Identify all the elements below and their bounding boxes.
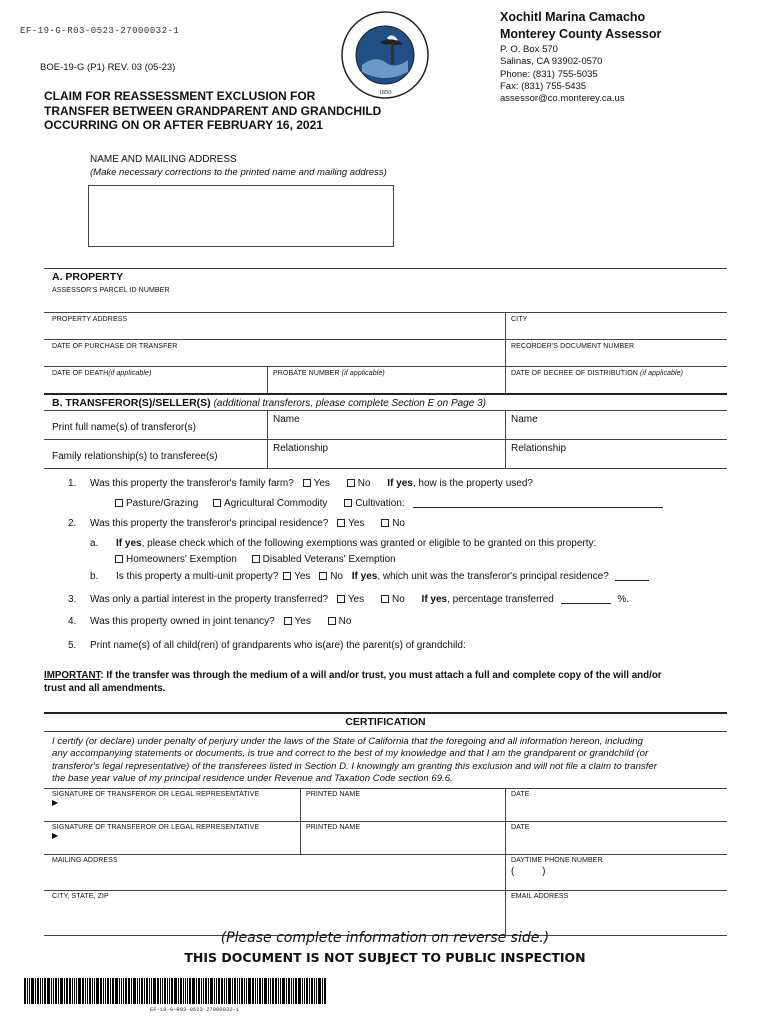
title-line: TRANSFER BETWEEN GRANDPARENT AND GRANDCHILD bbox=[44, 103, 382, 118]
property-address-field[interactable] bbox=[44, 313, 505, 339]
section-b-title: B. TRANSFEROR(S)/SELLER(S) (additional transferors, please complete Section E on Page 3) bbox=[52, 397, 486, 409]
city-label: CITY bbox=[511, 316, 528, 323]
q2-no-checkbox[interactable]: No bbox=[381, 518, 405, 529]
reverse-side-note: (Please complete information on reverse side.) bbox=[220, 930, 550, 946]
form-number: BOE-19-G (P1) REV. 03 (05-23) bbox=[40, 62, 176, 73]
children-names-field[interactable] bbox=[90, 652, 720, 664]
transferor-name-label-2: Name bbox=[511, 414, 538, 425]
relationship-field-1[interactable] bbox=[268, 440, 505, 468]
certification-text: I certify (or declare) under penalty of perjury under the laws of the State of California that the foregoing and all information hereon, including any accompanying statements or documents, is true and correct to the best of my knowledge and that I am the grandparent or grandchild (or transferor's legal representative) of the transferees listed in Section D. I knowingly am granting this exclusion and will not file a claim to transfer the base year value of my principal residence under Revenue and Taxation Code section 69.6. bbox=[52, 736, 657, 784]
mailing-address-label: MAILING ADDRESS bbox=[52, 857, 118, 864]
address-line: P. O. Box 570 bbox=[500, 44, 558, 55]
relationship-field-2[interactable] bbox=[506, 440, 727, 468]
signature-label-1: SIGNATURE OF TRANSFEROR OR LEGAL REPRESENTATIVE bbox=[52, 791, 260, 798]
q2-yes-checkbox[interactable]: Yes bbox=[337, 518, 364, 529]
question-1-options bbox=[115, 498, 663, 509]
question-5: 5. Print name(s) of all child(ren) of grandparents who is(are) the parent(s) of grandchild: bbox=[68, 640, 466, 651]
question-4: 4. Was this property owned in joint tenancy? Yes No bbox=[68, 616, 352, 627]
form-title bbox=[44, 89, 381, 133]
question-2a-options bbox=[115, 554, 396, 565]
barcode bbox=[24, 978, 350, 1004]
probate-field[interactable] bbox=[268, 367, 505, 393]
print-names-label: Print full name(s) of transferor(s) bbox=[52, 422, 196, 433]
q2b-yes-checkbox[interactable]: Yes bbox=[283, 571, 310, 582]
certification-title: CERTIFICATION bbox=[345, 716, 426, 728]
signature-label-2: SIGNATURE OF TRANSFEROR OR LEGAL REPRESENTATIVE bbox=[52, 824, 260, 831]
date-field-2[interactable] bbox=[506, 822, 727, 854]
signature-field-1[interactable] bbox=[44, 789, 300, 821]
address-line: Salinas, CA 93902-0570 bbox=[500, 56, 603, 68]
date-label-2: DATE bbox=[511, 824, 530, 831]
cultivation-checkbox[interactable]: Cultivation: bbox=[344, 498, 404, 509]
relationship-label-1: Relationship bbox=[273, 443, 329, 454]
assessor-name: Xochitl Marina Camacho bbox=[500, 10, 646, 24]
homeowners-exemption-checkbox[interactable]: Homeowners' Exemption bbox=[115, 554, 237, 565]
county-seal-icon bbox=[340, 10, 430, 100]
assessor-address bbox=[500, 44, 625, 105]
question-3: 3. Was only a partial interest in the property transferred? Yes No If yes, percentage transferred %. bbox=[68, 594, 630, 605]
mailing-address-box[interactable] bbox=[88, 185, 394, 247]
property-address-label: PROPERTY ADDRESS bbox=[52, 316, 128, 323]
cultivation-field[interactable] bbox=[413, 507, 663, 508]
address-email[interactable]: assessor@co.monterey.ca.us bbox=[500, 93, 625, 105]
mailing-address-field[interactable] bbox=[44, 855, 505, 890]
printed-name-label-1: PRINTED NAME bbox=[306, 791, 361, 798]
city-state-zip-label: CITY, STATE, ZIP bbox=[52, 893, 109, 900]
relationship-label-2: Relationship bbox=[511, 443, 567, 454]
pasture-checkbox[interactable]: Pasture/Grazing bbox=[115, 498, 198, 509]
transferor-name-label-1: Name bbox=[273, 414, 300, 425]
recorder-doc-field[interactable] bbox=[506, 340, 727, 366]
email-label: EMAIL ADDRESS bbox=[511, 893, 569, 900]
date-death-field[interactable] bbox=[44, 367, 267, 393]
decree-label: DATE OF DECREE OF DISTRIBUTION (if applicable) bbox=[511, 370, 684, 377]
q1-yes-checkbox[interactable]: Yes bbox=[303, 478, 330, 489]
transferor-name-field-2[interactable] bbox=[506, 411, 727, 439]
city-field[interactable] bbox=[506, 313, 727, 339]
assessor-title: Monterey County Assessor bbox=[500, 27, 662, 41]
q1-no-checkbox[interactable]: No bbox=[347, 478, 371, 489]
important-notice: IMPORTANT: If the transfer was through the medium of a will and/or trust, you must attach a full and complete copy of the will and/or trust and all amendments. bbox=[44, 670, 662, 694]
decree-field[interactable] bbox=[506, 367, 727, 393]
section-a-title: A. PROPERTY bbox=[52, 271, 124, 283]
question-2: 2. Was this property the transferor's principal residence? Yes No bbox=[68, 518, 405, 529]
printed-name-field-2[interactable] bbox=[301, 822, 505, 854]
phone-field[interactable]: ( ) bbox=[511, 866, 546, 877]
printed-name-label-2: PRINTED NAME bbox=[306, 824, 361, 831]
printed-name-field-1[interactable] bbox=[301, 789, 505, 821]
date-field-1[interactable] bbox=[506, 789, 727, 821]
form-code: EF-19-G-R03-0523-27000032-1 bbox=[20, 26, 180, 36]
recorder-doc-label: RECORDER'S DOCUMENT NUMBER bbox=[511, 343, 635, 350]
question-1: 1. Was this property the transferor's family farm? Yes No If yes, how is the property used? bbox=[68, 478, 533, 489]
agricultural-checkbox[interactable]: Agricultural Commodity bbox=[213, 498, 327, 509]
percentage-field[interactable] bbox=[561, 603, 611, 604]
date-purchase-field[interactable] bbox=[44, 340, 505, 366]
q4-yes-checkbox[interactable]: Yes bbox=[284, 616, 311, 627]
county-seal bbox=[340, 10, 430, 100]
family-relationship-label: Family relationship(s) to transferee(s) bbox=[52, 451, 218, 462]
seal-year: 1850 bbox=[378, 89, 392, 96]
parcel-field[interactable] bbox=[44, 296, 727, 312]
q2b-no-checkbox[interactable]: No bbox=[319, 571, 343, 582]
title-line: OCCURRING ON OR AFTER FEBRUARY 16, 2021 bbox=[44, 118, 323, 132]
date-purchase-label: DATE OF PURCHASE OR TRANSFER bbox=[52, 343, 178, 350]
public-inspection-notice: THIS DOCUMENT IS NOT SUBJECT TO PUBLIC INSPECTION bbox=[184, 950, 586, 965]
address-line: Fax: (831) 755-5435 bbox=[500, 80, 587, 92]
title-line: CLAIM FOR REASSESSMENT EXCLUSION FOR bbox=[44, 89, 316, 103]
date-death-label: DATE OF DEATH(if applicable) bbox=[52, 370, 152, 377]
address-line: Phone: (831) 755-5035 bbox=[500, 68, 598, 80]
unit-field[interactable] bbox=[615, 580, 649, 581]
barcode-text: EF-19-G-R03-0523-27000032-1 bbox=[150, 1006, 240, 1013]
question-2a: a. If yes, please check which of the following exemptions was granted or eligible to be granted on this property: bbox=[90, 538, 597, 549]
mailing-note: (Make necessary corrections to the printed name and mailing address) bbox=[90, 167, 387, 178]
q3-no-checkbox[interactable]: No bbox=[381, 594, 405, 605]
q3-yes-checkbox[interactable]: Yes bbox=[337, 594, 364, 605]
signature-arrow-icon: ▶ bbox=[52, 798, 59, 807]
parcel-label: ASSESSOR'S PARCEL ID NUMBER bbox=[52, 287, 170, 294]
signature-field-2[interactable] bbox=[44, 822, 300, 854]
email-field[interactable] bbox=[506, 891, 727, 935]
phone-label: DAYTIME PHONE NUMBER bbox=[511, 857, 603, 864]
mailing-label: NAME AND MAILING ADDRESS bbox=[90, 154, 237, 165]
city-state-zip-field[interactable] bbox=[44, 891, 505, 935]
probate-label: PROBATE NUMBER (if applicable) bbox=[273, 370, 385, 377]
signature-arrow-icon: ▶ bbox=[52, 831, 59, 840]
date-label-1: DATE bbox=[511, 791, 530, 798]
q4-no-checkbox[interactable]: No bbox=[328, 616, 352, 627]
question-2b: b. Is this property a multi-unit property? Yes No If yes, which unit was the transferor's principal residence? bbox=[90, 571, 649, 582]
disabled-veterans-checkbox[interactable]: Disabled Veterans' Exemption bbox=[252, 554, 396, 565]
transferor-name-field-1[interactable] bbox=[268, 411, 505, 439]
